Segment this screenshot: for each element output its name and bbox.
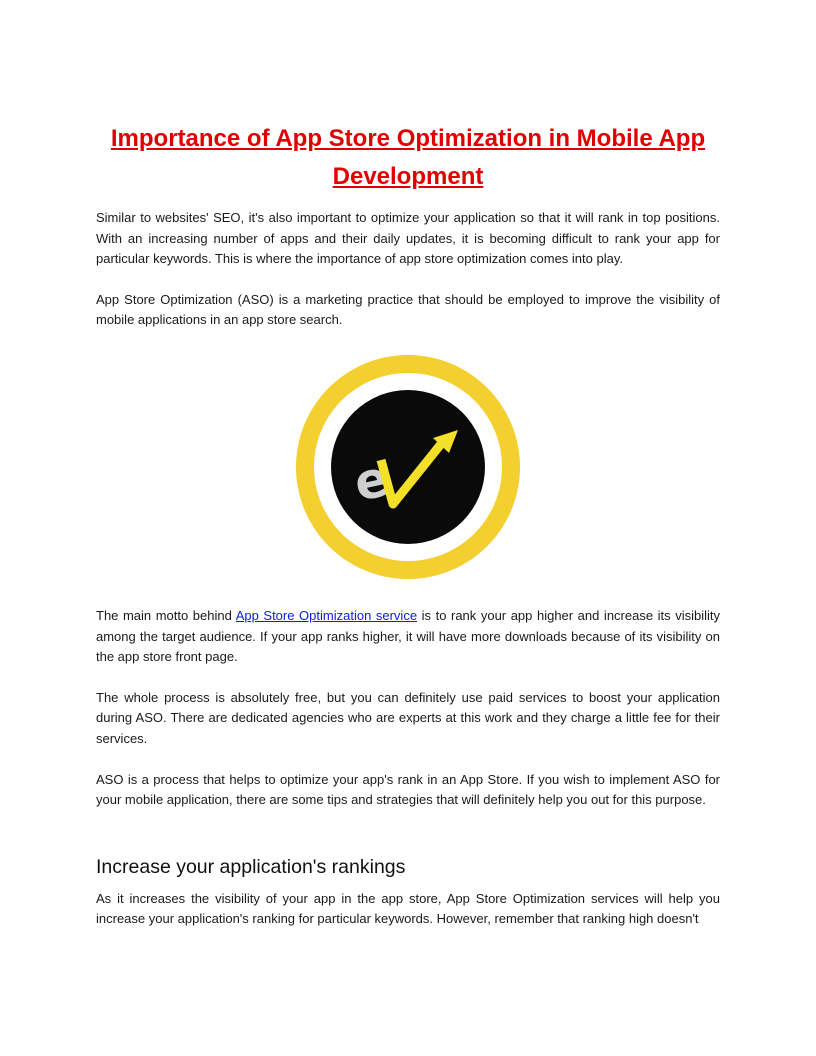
intro-paragraph-1: Similar to websites' SEO, it's also important to optimize your application so that it will rank in top positions. With an increasing number of apps and their daily updates, it is becoming difficult to rank your app for particular keywords. This is where the importance of app store optimization comes into play. — [96, 210, 720, 267]
aso-tips-paragraph: ASO is a process that helps to optimize your app's rank in an App Store. If you wish to implement ASO for your mobile application, there are some tips and strategies that will definitely help you out for this purpose. — [96, 771, 720, 808]
ez-logo-icon — [293, 352, 523, 582]
motto-paragraph — [96, 606, 720, 668]
document-body — [96, 120, 720, 930]
section-heading: Increase your application's rankings — [96, 855, 406, 878]
motto-text-before: The main motto behind — [96, 607, 236, 623]
intro-paragraph-2: App Store Optimization (ASO) is a marketing practice that should be employed to improve the visibility of mobile applications in an app store search. — [96, 291, 720, 328]
motto-text-after: is to rank your app higher and increase its visibility among the target audience. If your app ranks higher, it will have more downloads because of its visibility on the app store front page. — [96, 607, 720, 665]
section-paragraph: As it increases the visibility of your app in the app store, App Store Optimization services will help you increase your application's ranking for particular keywords. However, remember that ranking high doesn't — [96, 890, 720, 927]
process-paragraph: The whole process is absolutely free, but you can definitely use paid services to boost your application during ASO. There are dedicated agencies who are experts at this work and they charge a little fee for their services. — [96, 689, 720, 746]
logo-e-letter: e — [349, 448, 395, 513]
logo-figure — [96, 352, 720, 582]
page-title: Importance of App Store Optimization in Mobile App Development — [110, 125, 706, 190]
aso-service-link[interactable]: App Store Optimization service — [235, 607, 418, 623]
